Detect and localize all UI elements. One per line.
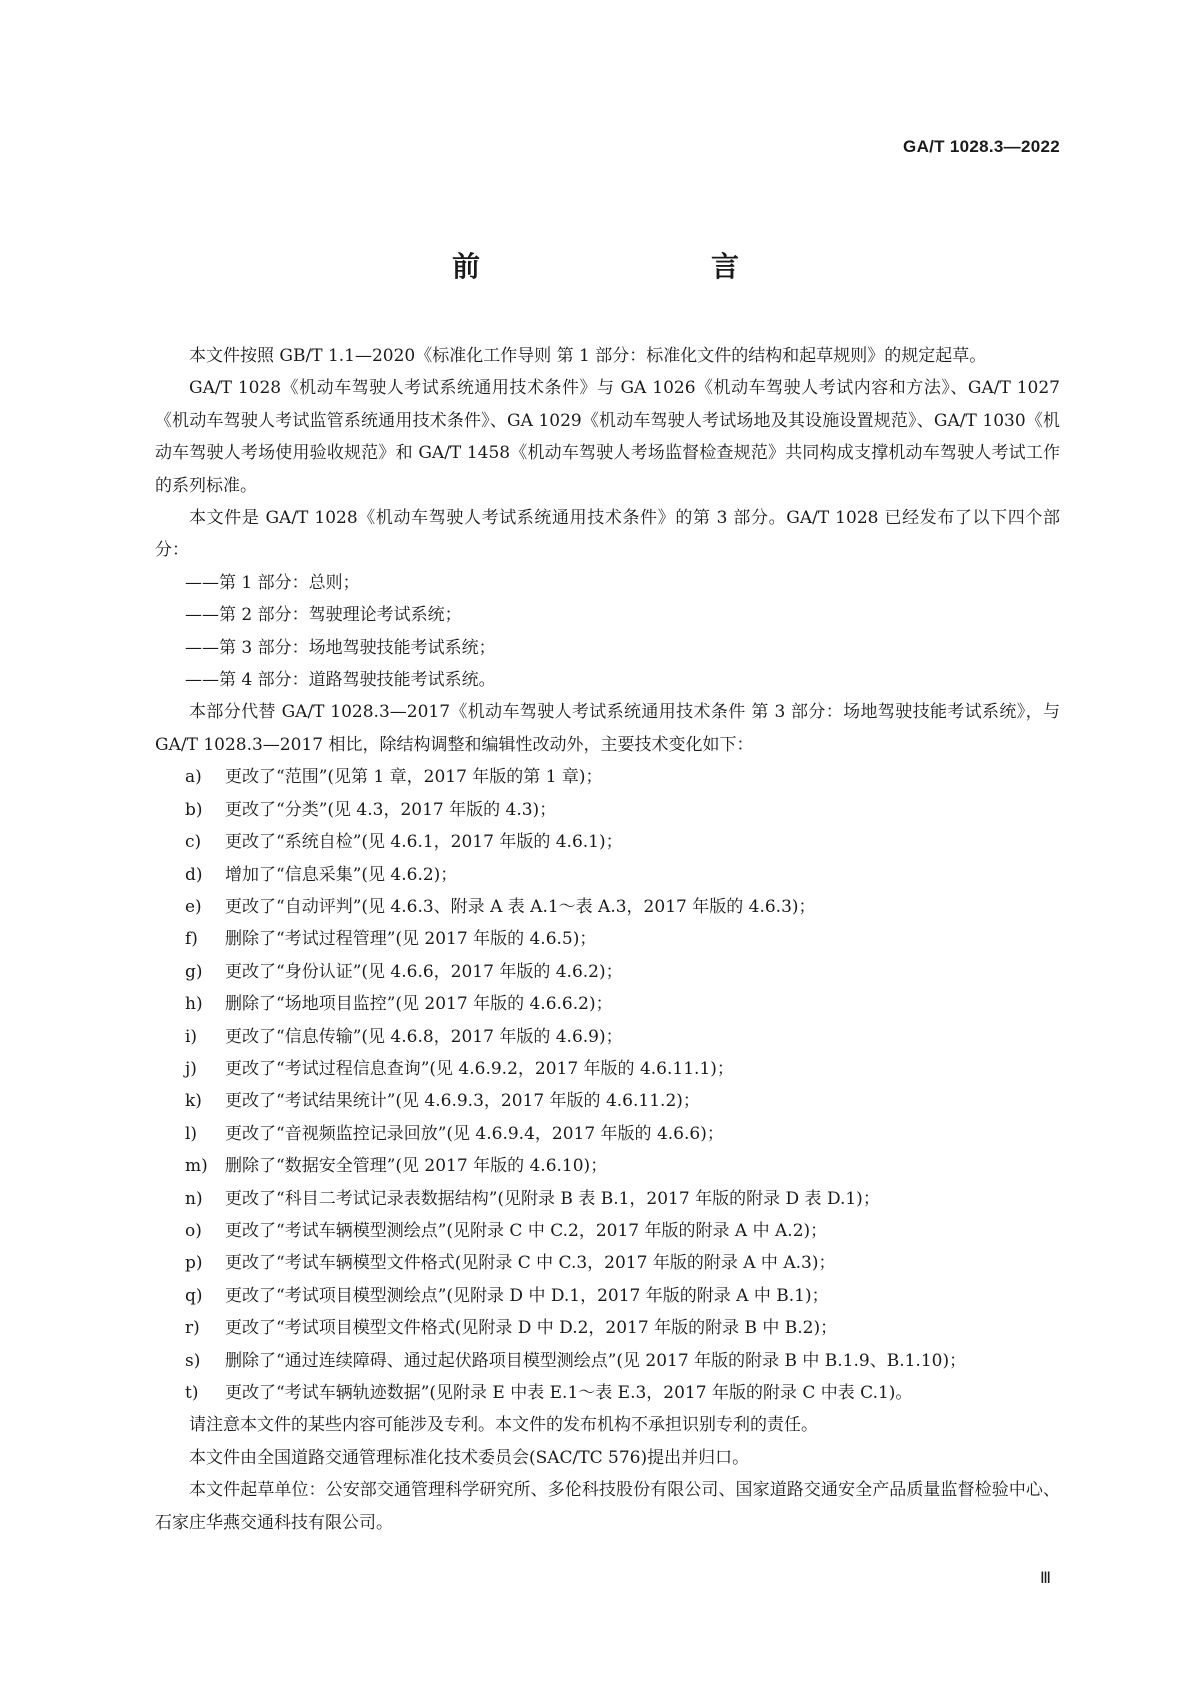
page-title: 前 言	[452, 250, 739, 283]
list-item-label: c)	[185, 832, 202, 853]
list-item-text: 更改了“考试结果统计”(见 4.6.9.3，2017 年版的 4.6.11.2)；	[225, 1091, 700, 1112]
list-item-text: 更改了“分类”(见 4.3，2017 年版的 4.3)；	[225, 799, 557, 820]
part-item: ——第 2 部分：驾驶理论考试系统；	[185, 605, 462, 626]
part-item: ——第 3 部分：场地驾驶技能考试系统；	[185, 637, 496, 658]
list-item	[155, 988, 1060, 1020]
list-item-text: 更改了“身份认证”(见 4.6.6，2017 年版的 4.6.2)；	[225, 961, 623, 982]
list-item	[155, 1183, 1060, 1215]
list-item	[155, 1215, 1060, 1247]
list-item-text: 删除了“场地项目监控”(见 2017 年版的 4.6.6.2)；	[225, 994, 613, 1015]
list-item	[155, 1377, 1060, 1409]
part-item: ——第 1 部分：总则；	[185, 572, 360, 593]
list-item-label: i)	[185, 1026, 198, 1047]
list-item	[155, 859, 1060, 891]
change-list	[155, 761, 1060, 1409]
list-item-label: j)	[185, 1058, 197, 1079]
list-item-label: q)	[185, 1285, 203, 1306]
paragraph: 本部分代替 GA/T 1028.3—2017《机动车驾驶人考试系统通用技术条件 第 3 部分：场地驾驶技能考试系统》，与 GA/T 1028.3—2017 相比，除结构调整和编辑性改动外，主要技术变化如下：	[155, 702, 1060, 755]
list-item-text: 更改了“考试过程信息查询”(见 4.6.9.2，2017 年版的 4.6.11.1)；	[225, 1058, 734, 1079]
list-item-label: p)	[185, 1253, 203, 1274]
list-item	[155, 891, 1060, 923]
paragraph: 本文件起草单位：公安部交通管理科学研究所、多伦科技股份有限公司、国家道路交通安全产品质量监督检验中心、石家庄华燕交通科技有限公司。	[155, 1480, 1060, 1533]
list-item-text: 更改了“音视频监控记录回放”(见 4.6.9.4，2017 年版的 4.6.6)；	[225, 1123, 724, 1144]
list-item-text: 更改了“考试车辆模型测绘点”(见附录 C 中 C.2，2017 年版的附录 A 中 A.2)；	[225, 1220, 828, 1241]
list-item	[155, 761, 1060, 793]
list-item-text: 更改了“考试项目模型文件格式(见附录 D 中 D.2，2017 年版的附录 B 中 B.2)；	[225, 1318, 838, 1339]
list-item-label: b)	[185, 799, 203, 820]
list-item-label: l)	[185, 1123, 198, 1144]
page-number: Ⅲ	[1039, 1570, 1051, 1587]
list-item-label: g)	[185, 961, 203, 982]
list-item-label: r)	[185, 1318, 200, 1339]
list-item-text: 更改了“考试车辆模型文件格式(见附录 C 中 C.3，2017 年版的附录 A 中 A.3)；	[225, 1253, 836, 1274]
list-item	[155, 1085, 1060, 1117]
list-item-label: k)	[185, 1091, 202, 1112]
list-item	[155, 1280, 1060, 1312]
list-item-text: 删除了“通过连续障碍、通过起伏路项目模型测绘点”(见 2017 年版的附录 B 中 B.1.9、B.1.10)；	[225, 1350, 967, 1371]
list-item	[155, 794, 1060, 826]
list-item-label: h)	[185, 994, 203, 1015]
paragraph: 本文件按照 GB/T 1.1—2020《标准化工作导则 第 1 部分：标准化文件的结构和起草规则》的规定起草。	[189, 346, 987, 366]
list-item	[155, 1247, 1060, 1279]
paragraph: GA/T 1028《机动车驾驶人考试系统通用技术条件》与 GA 1026《机动车驾驶人考试内容和方法》、GA/T 1027《机动车驾驶人考试监管系统通用技术条件》、GA 1029《机动车驾驶人考试场地及其设施设置规范》、GA/T 1030《机动车驾驶人考场使用验收规范》和 GA/T 1458《机动车驾驶人考场监督检查规范》共同构成支撑机动车驾驶人考试工作的系列标准。	[155, 378, 1060, 496]
list-item	[155, 1150, 1060, 1182]
list-item-label: t)	[185, 1383, 199, 1403]
list-item-text: 更改了“考试项目模型测绘点”(见附录 D 中 D.1，2017 年版的附录 A 中 B.1)；	[225, 1285, 829, 1306]
list-item-label: n)	[185, 1188, 203, 1209]
list-item-label: d)	[185, 864, 203, 885]
list-item	[155, 1312, 1060, 1344]
list-item	[155, 923, 1060, 955]
list-item-label: f)	[185, 929, 198, 950]
list-item	[155, 1053, 1060, 1085]
list-item	[155, 956, 1060, 988]
list-item-label: s)	[185, 1350, 201, 1371]
list-item-label: a)	[185, 767, 202, 788]
list-item	[155, 1021, 1060, 1053]
list-item-text: 删除了“数据安全管理”(见 2017 年版的 4.6.10)；	[225, 1156, 608, 1177]
list-item	[155, 1345, 1060, 1377]
paragraph: 本文件是 GA/T 1028《机动车驾驶人考试系统通用技术条件》的第 3 部分。GA/T 1028 已经发布了以下四个部分：	[155, 508, 1060, 561]
document-body	[155, 340, 1060, 1539]
list-item-label: m)	[185, 1156, 208, 1177]
part-item: ——第 4 部分：道路驾驶技能考试系统。	[185, 670, 496, 691]
list-item-text: 删除了“考试过程管理”(见 2017 年版的 4.6.5)；	[225, 929, 597, 950]
list-item	[155, 1118, 1060, 1150]
paragraph: 请注意本文件的某些内容可能涉及专利。本文件的发布机构不承担识别专利的责任。	[189, 1415, 818, 1436]
standard-code: GA/T 1028.3—2022	[903, 137, 1060, 156]
list-item-text: 更改了“范围”(见第 1 章，2017 年版的第 1 章)；	[225, 767, 603, 788]
paragraph: 本文件由全国道路交通管理标准化技术委员会(SAC/TC 576)提出并归口。	[189, 1447, 750, 1468]
list-item-text: 更改了“系统自检”(见 4.6.1，2017 年版的 4.6.1)；	[225, 832, 623, 853]
list-item-text: 更改了“自动评判”(见 4.6.3、附录 A 表 A.1～表 A.3，2017 年版的 4.6.3)；	[225, 896, 816, 917]
list-item-text: 更改了“考试车辆轨迹数据”(见附录 E 中表 E.1～表 E.3，2017 年版的附录 C 中表 C.1)。	[225, 1383, 913, 1403]
list-item-label: e)	[185, 896, 202, 917]
list-item	[155, 826, 1060, 858]
list-item-label: o)	[185, 1220, 202, 1241]
list-item-text: 更改了“科目二考试记录表数据结构”(见附录 B 表 B.1，2017 年版的附录 D 表 D.1)；	[225, 1188, 880, 1209]
list-item-text: 更改了“信息传输”(见 4.6.8，2017 年版的 4.6.9)；	[225, 1026, 623, 1047]
list-item-text: 增加了“信息采集”(见 4.6.2)；	[225, 864, 458, 885]
